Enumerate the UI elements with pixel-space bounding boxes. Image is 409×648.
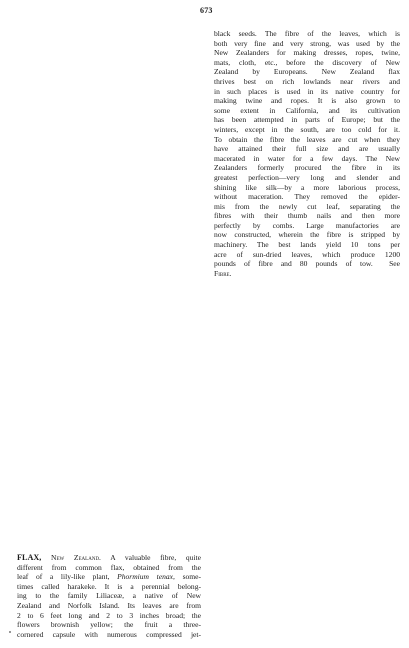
- text-line: without maceration. They removed the epider-: [214, 192, 400, 202]
- text-line: [214, 259, 400, 269]
- text-line: have attained their full size and are usually: [214, 144, 400, 154]
- text-line: times called harakeke. It is a perennial belong-: [17, 581, 201, 591]
- text-line: different from common flax, obtained from the: [17, 562, 201, 572]
- text-line: New Zealanders for making dresses, ropes, twine,: [214, 48, 400, 58]
- entry-subhead: New Zealand.: [51, 553, 101, 562]
- text-line: macerated in water for a few days. The New: [214, 153, 400, 163]
- text-line: Zealand by Europeans. New Zealand flax: [214, 67, 400, 77]
- right-column: [214, 29, 400, 278]
- text-fragment: some-: [182, 572, 201, 582]
- text-line: perfectly by combs. Large manufactories are: [214, 220, 400, 230]
- text-line: acre of sun-dried leaves, which produce 1200: [214, 249, 400, 259]
- text-fragment: pounds of fibre and 80 pounds of tow.: [214, 259, 373, 269]
- text-line: mats, cloth, etc., before the discovery of New: [214, 57, 400, 67]
- see-reference-link[interactable]: Fibre.: [214, 268, 232, 278]
- entry-first-line: [17, 553, 201, 563]
- text-line: 2 to 6 feet long and 2 to 3 inches broad; the: [17, 610, 201, 620]
- text-line: thrives best on rich lowlands near rivers and: [214, 76, 400, 86]
- text-line: some extent in California, and its cultivation: [214, 105, 400, 115]
- text-line: cornered capsule with numerous compressed jet-: [17, 629, 201, 639]
- text-line: black seeds. The fibre of the leaves, which is: [214, 29, 400, 38]
- left-column: [17, 553, 201, 639]
- text-line: [17, 572, 201, 582]
- text-line: Zealanders formerly procured the fibre in its: [214, 163, 400, 173]
- text-fragment: leaf of a lily-like plant,: [17, 572, 110, 582]
- page-number: 673: [200, 6, 213, 15]
- text-line: flowers brownish yellow; the fruit a three-: [17, 620, 201, 630]
- text-line: making twine and ropes. It is also grown to: [214, 96, 400, 106]
- scan-speck: [9, 631, 11, 633]
- text-line: To obtain the fibre the leaves are cut when they: [214, 134, 400, 144]
- text-line: both very fine and very strong, was used by the: [214, 38, 400, 48]
- text-line: mis from the newly cut leaf, separating the: [214, 201, 400, 211]
- see-label: See: [389, 259, 400, 269]
- text-line: fibres with their thumb nails and then more: [214, 211, 400, 221]
- entry-headword: FLAX,: [17, 553, 42, 562]
- text-line: Zealand and Norfolk Island. Its leaves are from: [17, 600, 201, 610]
- botanical-name: Phormium tenax,: [117, 572, 175, 582]
- text-line: greatest perfection—very long and slender and: [214, 172, 400, 182]
- text-line: in such places is used in its native country for: [214, 86, 400, 96]
- text-line: machinery. The best lands yield 10 tons per: [214, 240, 400, 250]
- text-line: ing to the family Liliaceæ, a native of New: [17, 591, 201, 601]
- text-line: has been attempted in parts of Europe; but the: [214, 115, 400, 125]
- text-line: winters, except in the south, are too cold for it.: [214, 124, 400, 134]
- cross-reference[interactable]: [214, 269, 400, 279]
- text-fragment: A valuable fibre, quite: [110, 553, 201, 562]
- text-line: now constructed, wherein the fibre is stripped by: [214, 230, 400, 240]
- text-line: shining like silk—by a more laborious process,: [214, 182, 400, 192]
